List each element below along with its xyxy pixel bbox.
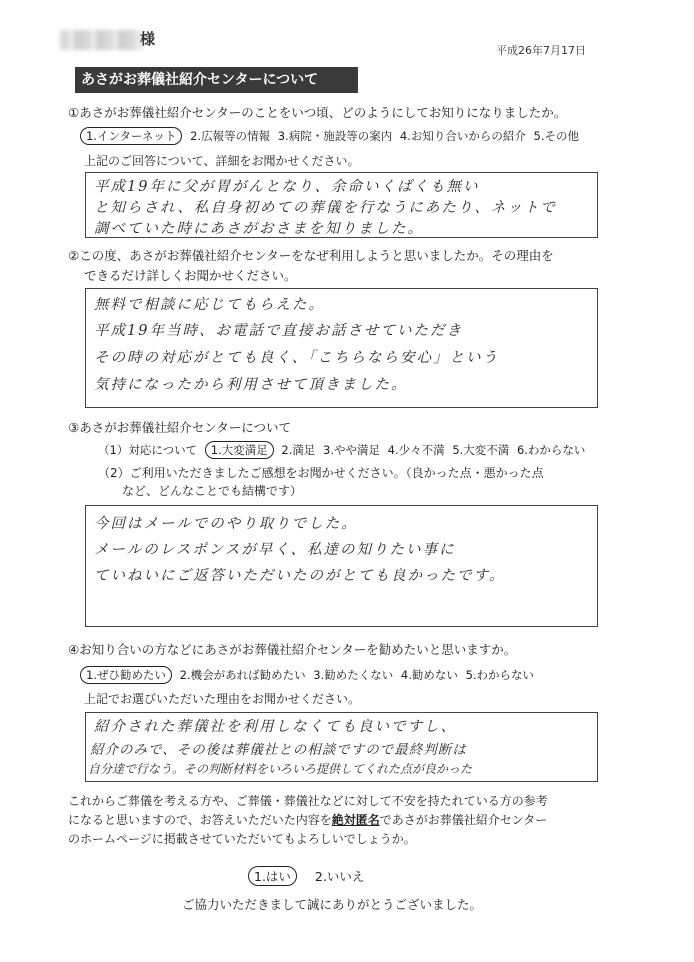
q4-option-2[interactable]: 2.機会があれば勧めたい [179, 668, 306, 682]
q1-options [84, 127, 583, 145]
q2-answer-line: 平成19年当時、お電話で直接お話させていただき [94, 323, 463, 339]
q4-option-4[interactable]: 4.勧めない [400, 668, 458, 682]
page-title: あさがお葬儀社紹介センターについて [75, 67, 358, 93]
q1-option-1[interactable]: 1.インターネット [80, 127, 182, 145]
q3-answer-line: メールのレスポンスが早く、私達の知りたい事に [94, 542, 456, 558]
closing-line2-after: であさがお葬儀社紹介センター [379, 813, 548, 827]
q4-answer-box[interactable] [85, 712, 598, 782]
consent-options [252, 866, 368, 886]
consent-option-yes[interactable]: 1.はい [248, 866, 297, 886]
q3-option-2[interactable]: 2.満足 [281, 443, 316, 457]
q3-answer-line: 今回はメールでのやり取りでした。 [94, 516, 358, 532]
q3-option-1[interactable]: 1.大変満足 [205, 441, 274, 459]
closing-line2 [68, 811, 547, 830]
thanks-message: ご協力いただきまして誠にありがとうございました。 [182, 897, 483, 912]
q1-option-5[interactable]: 5.その他 [533, 129, 579, 143]
survey-date: 平成26年7月17日 [496, 44, 586, 57]
closing-line1: これからご葬儀を考える方や、ご葬儀・葬儀社などに対して不安を持たれている方の参考 [68, 794, 548, 808]
q1-detail-prompt: 上記のご回答について、詳細をお聞かせください。 [84, 154, 360, 168]
closing-anonymous-emphasis: 絶対匿名 [331, 813, 380, 827]
q2-answer-box[interactable] [85, 288, 598, 408]
q1-answer-line: と知らされ、私自身初めての葬儀を行なうにあたり、ネットで [94, 200, 557, 216]
q1-answer-line: 調べていた時にあさがおさまを知りました。 [94, 221, 424, 237]
q3-option-3[interactable]: 3.やや満足 [323, 443, 381, 457]
q3-option-4[interactable]: 4.少々不満 [387, 443, 445, 457]
q3-sub1-label: （1）対応について [98, 443, 198, 457]
q4-reason-prompt: 上記でお選びいただいた理由をお聞かせください。 [84, 692, 361, 706]
q1-option-3[interactable]: 3.病院・施設等の案内 [277, 129, 393, 143]
q3-sub1 [98, 441, 589, 459]
q4-answer-line: 紹介された葬儀社を利用しなくても良いですし、 [94, 719, 457, 735]
q3-sub2-line2: など、どんなことでも結構です） [122, 484, 303, 498]
consent-option-no[interactable]: 2.いいえ [314, 869, 365, 884]
closing-line2-before: になると思いますので、お答えいただいた内容を [68, 813, 332, 827]
q1-option-4[interactable]: 4.お知り合いからの紹介 [399, 129, 526, 143]
q3-answer-box[interactable] [85, 505, 598, 627]
q2-question-line2: できるだけ詳しくお聞かせください。 [84, 268, 297, 283]
q4-option-3[interactable]: 3.勧めたくない [313, 668, 394, 682]
q1-answer-box[interactable] [85, 172, 598, 238]
q4-question: ④お知り合いの方などにあさがお葬儀社紹介センターを勧めたいと思いますか。 [68, 642, 517, 657]
closing-line3: のホームページに掲載させていただいてもよろしいでしょうか。 [68, 832, 416, 846]
q2-question-line1: ②この度、あさがお葬儀社紹介センターをなぜ利用しようと思いましたか。その理由を [68, 248, 554, 263]
q4-answer-line: 自分達で行なう。その判断材料をいろいろ提供してくれた点が良かった [88, 762, 473, 776]
redacted-customer-name [60, 30, 142, 50]
q3-option-6[interactable]: 6.わからない [516, 443, 586, 457]
q1-question: ①あさがお葬儀社紹介センターのことをいつ頃、どのようにしてお知りになりましたか。 [68, 105, 567, 120]
q3-answer-line: ていねいにご返答いただいたのがとても良かったです。 [94, 568, 506, 584]
q2-answer-line: その時の対応がとても良く、「こちらなら安心」という [94, 350, 499, 366]
q2-answer-line: 無料で相談に応じてもらえた。 [94, 297, 325, 313]
q3-sub2-line1: （2）ご利用いただきましたご感想をお聞かせください。（良かった点・悪かった点 [98, 466, 544, 480]
q4-answer-line: 紹介のみで、その後は葬儀社との相談ですので最終判断は [90, 742, 467, 758]
q3-option-5[interactable]: 5.大変不満 [452, 443, 510, 457]
q1-answer-line: 平成19年に父が胃がんとなり、余命いくばくも無い [94, 179, 480, 195]
q4-option-5[interactable]: 5.わからない [465, 668, 535, 682]
q3-question: ③あさがお葬儀社紹介センターについて [68, 420, 291, 435]
honorific: 様 [140, 30, 156, 48]
q4-option-1[interactable]: 1.ぜひ勧めたい [80, 666, 172, 684]
q4-options [84, 666, 538, 684]
q1-option-2[interactable]: 2.広報等の情報 [190, 129, 271, 143]
q2-answer-line: 気持になったから利用させて頂きました。 [94, 377, 408, 393]
